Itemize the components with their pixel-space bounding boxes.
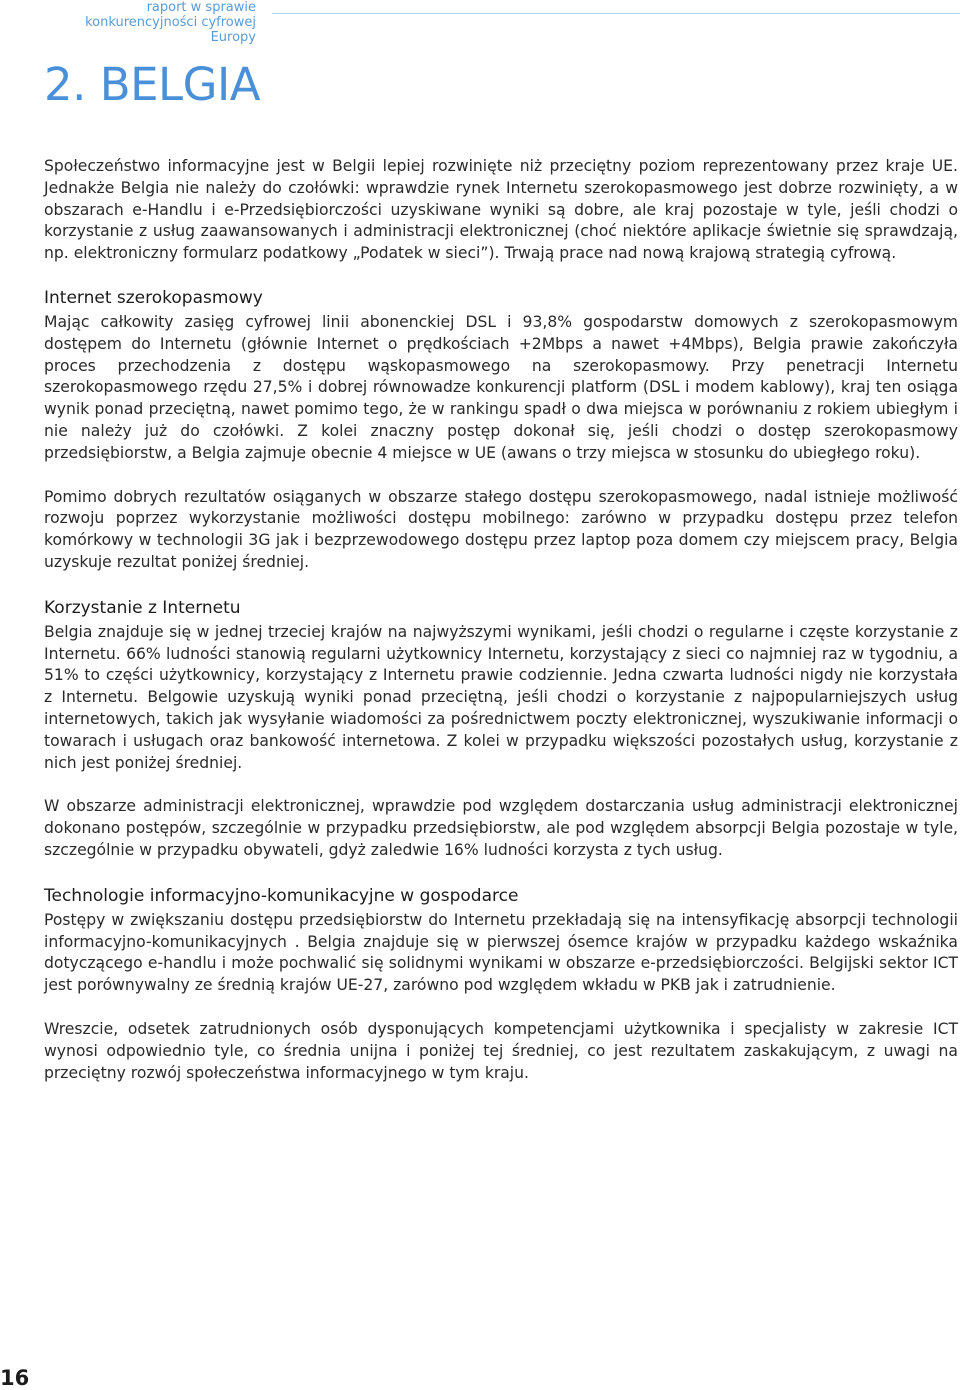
section-heading-broadband: Internet szerokopasmowy — [44, 287, 263, 308]
header-divider — [272, 13, 960, 14]
report-header-tag: raport w sprawie konkurencyjności cyfrowej Europy — [85, 0, 256, 45]
chapter-title: 2. BELGIA — [44, 58, 261, 111]
paragraph: Wreszcie, odsetek zatrudnionych osób dysponujących kompetencjami użytkownika i specjalisty w zakresie ICT wynosi odpowiednio tyle, co średnia unijna i poniżej tej średniej, co jest rezultatem zaskakującym, z uwagi na przeciętny rozwój społeczeństwa informacyjnego w tym kraju. — [44, 1019, 958, 1082]
document-body — [44, 156, 958, 1084]
paragraph: Postępy w zwiększaniu dostępu przedsiębiorstw do Internetu przekładają się na intensyfikację absorpcji technologii informacyjno-komunikacyjnych . Belgia znajduje się w pierwszej ósemce krajów w przypadku każdego wskaźnika dotyczącego e-handlu i może pochwalić się solidnymi wynikami w obszarze e-przedsiębiorczości. Belgijski sektor ICT jest porównywalny ze średnią krajów UE-27, zarówno pod względem wkładu w PKB jak i zatrudnienie. — [44, 910, 958, 995]
section-heading-internet-use: Korzystanie z Internetu — [44, 597, 241, 618]
paragraph: Pomimo dobrych rezultatów osiąganych w obszarze stałego dostępu szerokopasmowego, nadal istnieje możliwość rozwoju poprzez wykorzystanie możliwości dostępu mobilnego: zarówno w przypadku dostępu przez telefon komórkowy w technologii 3G jak i bezprzewodowego dostępu przez laptop poza domem czy miejscem pracy, Belgia uzyskuje rezultat poniżej średniej. — [44, 487, 958, 571]
paragraph: Mając całkowity zasięg cyfrowej linii abonenckiej DSL i 93,8% gospodarstw domowych z szerokopasmowym dostępem do Internetu (głównie Internet o prędkościach +2Mbps a nawet +4Mbps), Belgia prawie zakończyła proces przechodzenia z dostępu wąskopasmowego na szerokopasmowy. Przy penetracji Internetu szerokopasmowego rzędu 27,5% i dobrej równowadze konkurencji platform (DSL i modem kablowy), kraj ten osiąga wynik ponad przeciętną, nawet pomimo tego, że w rankingu spadł o dwa miejsca w porównaniu z rokiem ubiegłym i nie należy już do czołówki. Z kolei znaczny postęp dokonał się, jeśli chodzi o dostęp szerokopasmowy przedsiębiorstw, a Belgia zajmuje obecnie 4 miejsce w UE (awans o trzy miejsca w stosunku do ubiegłego roku). — [44, 312, 958, 462]
intro-paragraph: Społeczeństwo informacyjne jest w Belgii lepiej rozwinięte niż przeciętny poziom reprezentowany przez kraje UE. Jednakże Belgia nie należy do czołówki: wprawdzie rynek Internetu szerokopasmowego jest dobrze rozwinięty, a w obszarach e-Handlu i e-Przedsiębiorczości uzyskiwane wyniki są dobre, ale kraj pozostaje w tyle, jeśli chodzi o korzystanie z usług zaawansowanych i administracji elektronicznej (choć niektóre aplikacje świetnie się sprawdzają, np. elektroniczny formularz podatkowy „Podatek w sieci”). Trwają prace nad nową krajową strategią cyfrową. — [44, 157, 958, 263]
page-number: 16 — [0, 1366, 30, 1390]
section-heading-ict-economy: Technologie informacyjno-komunikacyjne w gospodarce — [44, 885, 519, 906]
paragraph: Belgia znajduje się w jednej trzeciej krajów na najwyższymi wynikami, jeśli chodzi o regularne i częste korzystanie z Internetu. 66% ludności stanowią regularni użytkownicy Internetu, korzystający z sieci co najmniej raz w tygodniu, a 51% to części użytkownicy, korzystający z Internetu prawie codziennie. Jedna czwarta ludności nigdy nie korzystała z Internetu. Belgowie uzyskują wyniki ponad przeciętną, jeśli chodzi o korzystanie z najpopularniejszych usług internetowych, takich jak wysyłanie wiadomości za pośrednictwem poczty elektronicznej, wyszukiwanie informacji o towarach i usługach oraz bankowość internetowa. Z kolei w przypadku większości pozostałych usług, korzystanie z nich jest poniżej średniej. — [44, 622, 958, 772]
paragraph: W obszarze administracji elektronicznej, wprawdzie pod względem dostarczania usług administracji elektronicznej dokonano postępów, szczególnie w przypadku przedsiębiorstw, ale pod względem absorpcji Belgia pozostaje w tyle, szczególnie w przypadku obywateli, gdyż zaledwie 16% ludności korzysta z tych usług. — [44, 797, 958, 859]
